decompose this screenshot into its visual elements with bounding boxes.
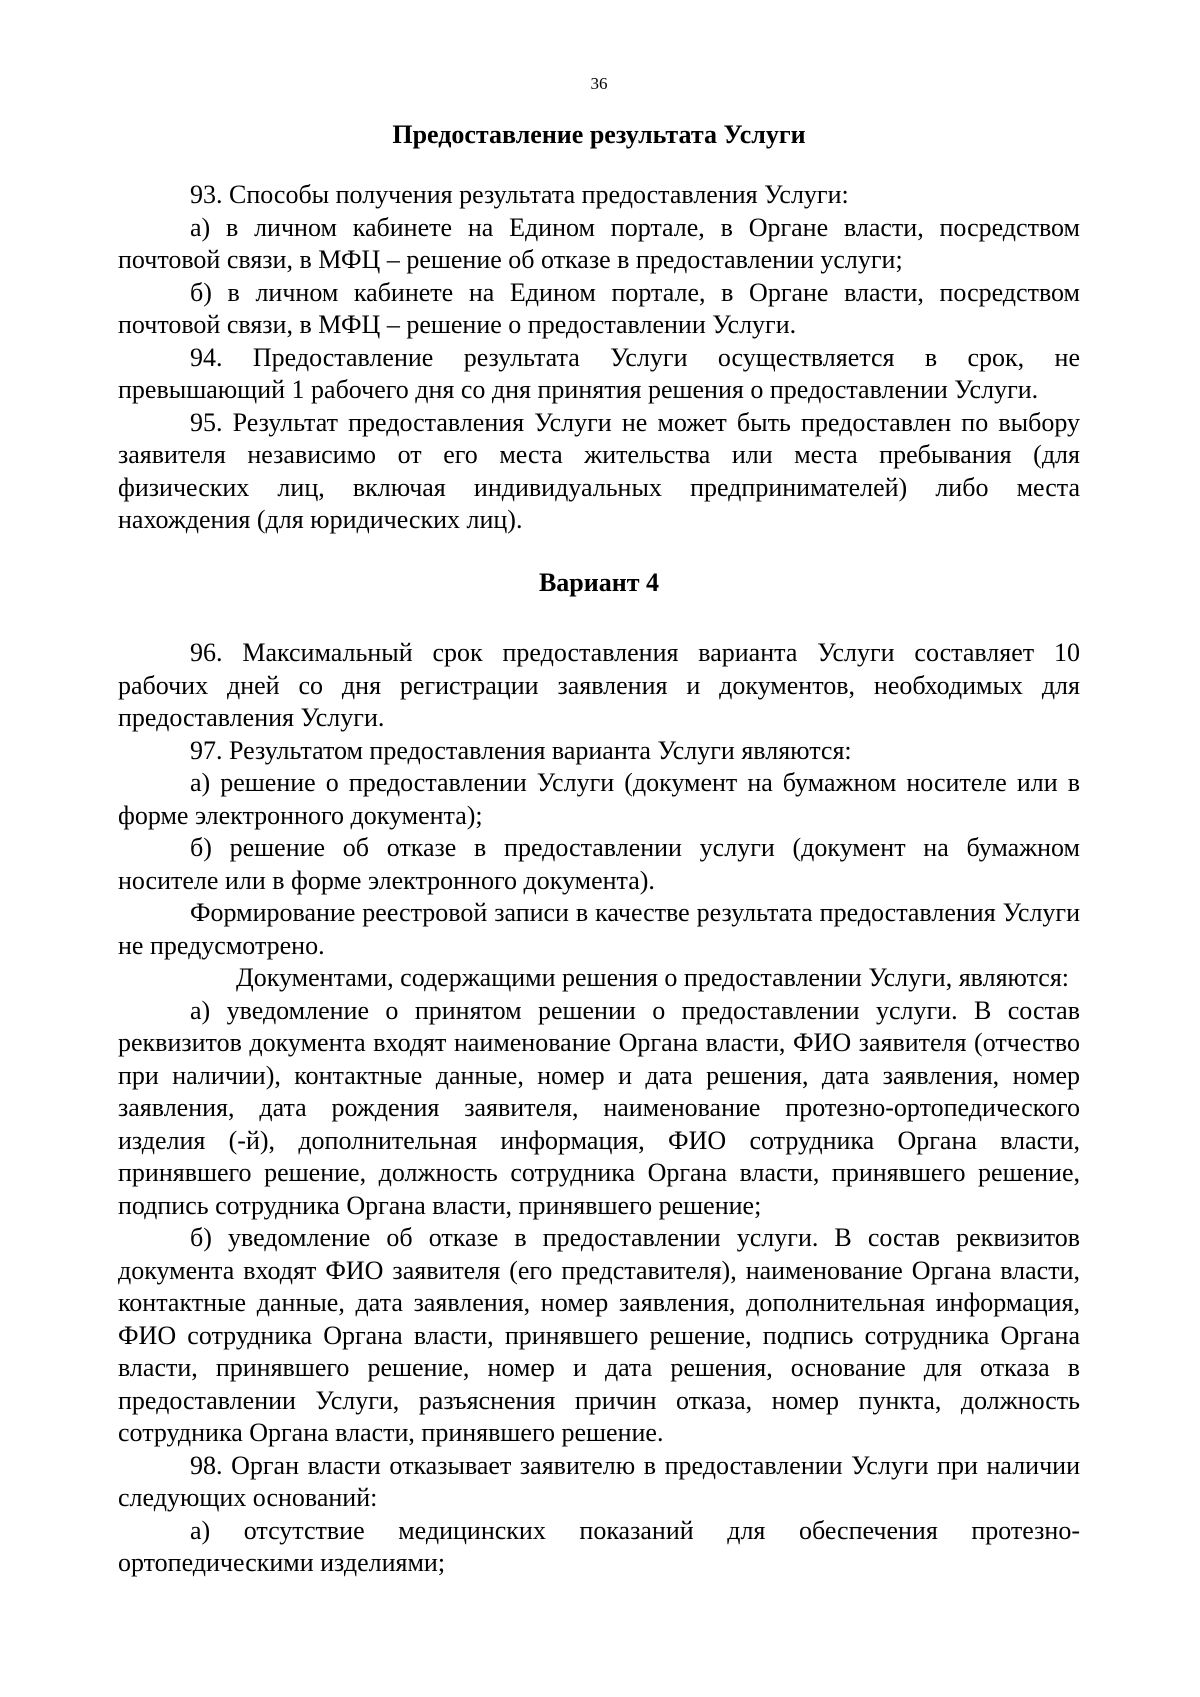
paragraph-95: 95. Результат предоставления Услуги не может быть предоставлен по выбору заявителя независимо от его места жительства или места пребывания (для физических лиц, включая индивидуальных предпринимателей) либо места нахождения (для юридических лиц). xyxy=(118,407,1080,534)
paragraph-97a: а) решение о предоставлении Услуги (документ на бумажном носителе или в форме электронного документа); xyxy=(118,768,1080,830)
paragraph-98: 98. Орган власти отказывает заявителю в предоставлении Услуги при наличии следующих оснований: xyxy=(118,1450,1080,1512)
paragraph-96: 96. Максимальный срок предоставления варианта Услуги составляет 10 рабочих дней со дня регистрации заявления и документов, необходимых для предоставления Услуги. xyxy=(118,638,1080,732)
paragraph-decision-documents: Документами, содержащими решения о предоставлении Услуги, являются: xyxy=(236,963,1070,992)
paragraph-93: 93. Способы получения результата предоставления Услуги: xyxy=(190,180,849,209)
paragraph-registry-record: Формирование реестровой записи в качестве результата предоставления Услуги не предусмотрено. xyxy=(118,898,1080,960)
paragraph-98a: а) отсутствие медицинских показаний для обеспечения протезно-ортопедическими изделиями; xyxy=(118,1515,1080,1577)
section-variant-4-body xyxy=(118,637,1080,1580)
paragraph-97b: б) решение об отказе в предоставлении услуги (документ на бумажном носителе или в форме электронного документа). xyxy=(118,833,1080,895)
document-page xyxy=(118,0,1080,1697)
section-title-variant-4: Вариант 4 xyxy=(538,568,660,597)
paragraph-93b: б) в личном кабинете на Едином портале, в Органе власти, посредством почтовой связи, в МФЦ – решение о предоставлении Услуги. xyxy=(118,277,1080,339)
section-result-body xyxy=(118,179,1080,537)
page-number: 36 xyxy=(590,74,608,93)
section-title-result: Предоставление результата Услуги xyxy=(392,120,806,149)
paragraph-97: 97. Результатом предоставления варианта Услуги являются: xyxy=(190,735,852,765)
paragraph-notice-approval: а) уведомление о принятом решении о предоставлении услуги. В состав реквизитов документа входят наименование Органа власти, ФИО заявителя (отчество при наличии), контактные данные, номер и дата решения, дата заявления, номер заявления, дата рождения заявителя, наименование протезно-ортопедического изделия (-й), дополнительная информация, ФИО сотрудника Органа власти, принявшего решение, должность сотрудника Органа власти, принявшего решение, подпись сотрудника Органа власти, принявшего решение; xyxy=(118,995,1080,1220)
paragraph-notice-refusal: б) уведомление об отказе в предоставлении услуги. В состав реквизитов документа входят ФИО заявителя (его представителя), наименование Органа власти, контактные данные, дата заявления, номер заявления, дополнительная информация, ФИО сотрудника Органа власти, принявшего решение, подпись сотрудника Органа власти, принявшего решение, номер и дата решения, основание для отказа в предоставлении Услуги, разъяснения причин отказа, номер пункта, должность сотрудника Органа власти, принявшего решение. xyxy=(118,1223,1080,1447)
paragraph-94: 94. Предоставление результата Услуги осуществляется в срок, не превышающий 1 рабочего дня со дня принятия решения о предоставлении Услуги. xyxy=(118,342,1080,404)
paragraph-93a: а) в личном кабинете на Едином портале, в Органе власти, посредством почтовой связи, в МФЦ – решение об отказе в предоставлении услуги; xyxy=(118,212,1080,274)
